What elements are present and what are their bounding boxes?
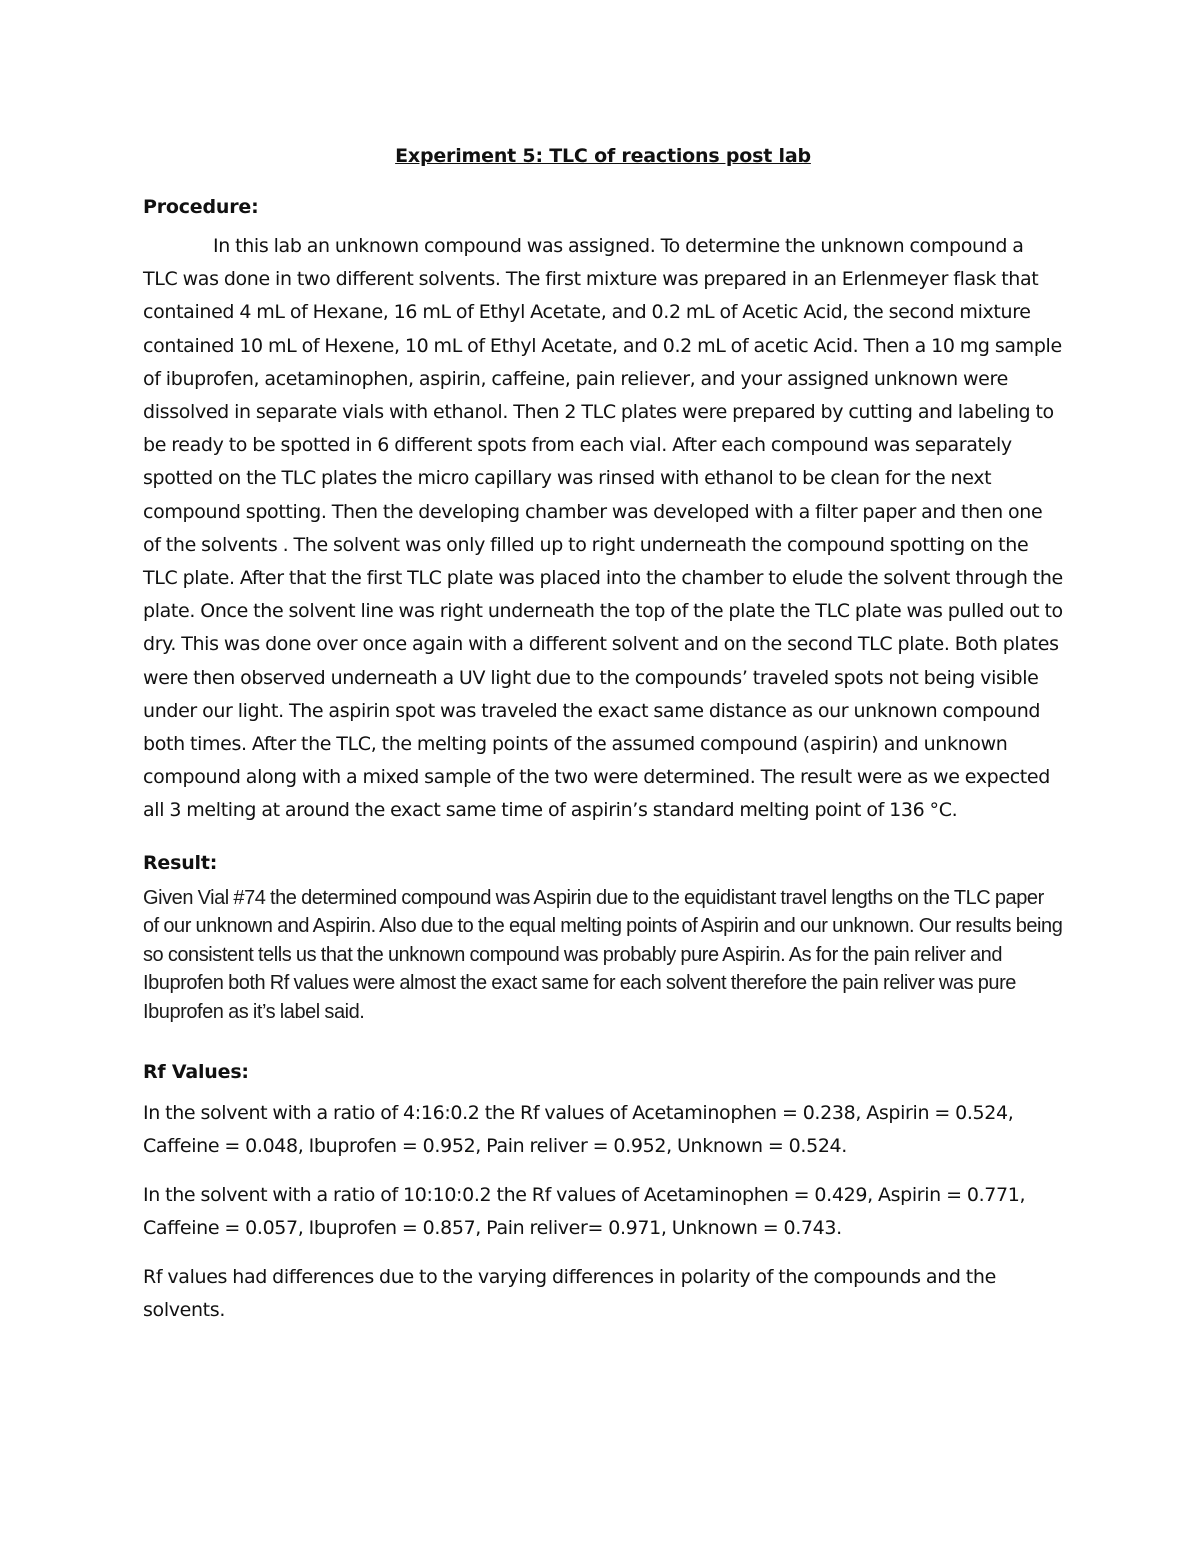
- document-title: Experiment 5: TLC of reactions post lab: [395, 145, 811, 167]
- document-body: [143, 140, 1063, 1343]
- result-paragraph: Given Vial #74 the determined compound was Aspirin due to the equidistant travel lengths on the TLC paper of our unknown and Aspirin. Also due to the equal melting points of Aspirin and our unknown. Our results being so consistent tells us that the unknown compound was probably pure Aspirin. As for the pain reliver and Ibuprofen both Rf values were almost the exact same for each solvent therefore the pain reliver was pure Ibuprofen as it’s label said.: [143, 886, 1063, 1024]
- procedure-heading: Procedure:: [143, 196, 259, 218]
- rf-values-conclusion-paragraph: Rf values had differences due to the varying differences in polarity of the compounds and the solvents.: [143, 1265, 996, 1321]
- rf-values-solvent-1-paragraph: In the solvent with a ratio of 4:16:0.2 the Rf values of Acetaminophen = 0.238, Aspirin = 0.524, Caffeine = 0.048, Ibuprofen = 0.952, Pain reliver = 0.952, Unknown = 0.524.: [143, 1101, 1014, 1157]
- rf-values-solvent-2-paragraph: In the solvent with a ratio of 10:10:0.2 the Rf values of Acetaminophen = 0.429, Aspirin = 0.771, Caffeine = 0.057, Ibuprofen = 0.857, Pain reliver= 0.971, Unknown = 0.743.: [143, 1183, 1026, 1239]
- rf-values-heading: Rf Values:: [143, 1060, 249, 1083]
- result-heading: Result:: [143, 851, 218, 874]
- procedure-paragraph: In this lab an unknown compound was assigned. To determine the unknown compound a TLC was done in two different solvents. The first mixture was prepared in an Erlenmeyer flask that contained 4 mL of Hexane, 16 mL of Ethyl Acetate, and 0.2 mL of Acetic Acid, the second mixture contained 10 mL of Hexene, 10 mL of Ethyl Acetate, and 0.2 mL of acetic Acid. Then a 10 mg sample of ibuprofen, acetaminophen, aspirin, caffeine, pain reliever, and your assigned unknown were dissolved in separate vials with ethanol. Then 2 TLC plates were prepared by cutting and labeling to be ready to be spotted in 6 different spots from each vial. After each compound was separately spotted on the TLC plates the micro capillary was rinsed with ethanol to be clean for the next compound spotting. Then the developing chamber was developed with a filter paper and then one of the solvents . The solvent was only filled up to right underneath the compound spotting on the TLC plate. After that the first TLC plate was placed into the chamber to elude the solvent through the plate. Once the solvent line was right underneath the top of the plate the TLC plate was pulled out to dry. This was done over once again with a different solvent and on the second TLC plate. Both plates were then observed underneath a UV light due to the compounds’ traveled spots not being visible under our light. The aspirin spot was traveled the exact same distance as our unknown compound both times. After the TLC, the melting points of the assumed compound (aspirin) and unknown compound along with a mixed sample of the two were determined. The result were as we expected all 3 melting at around the exact same time of aspirin’s standard melting point of 136 °C.: [143, 235, 1063, 822]
